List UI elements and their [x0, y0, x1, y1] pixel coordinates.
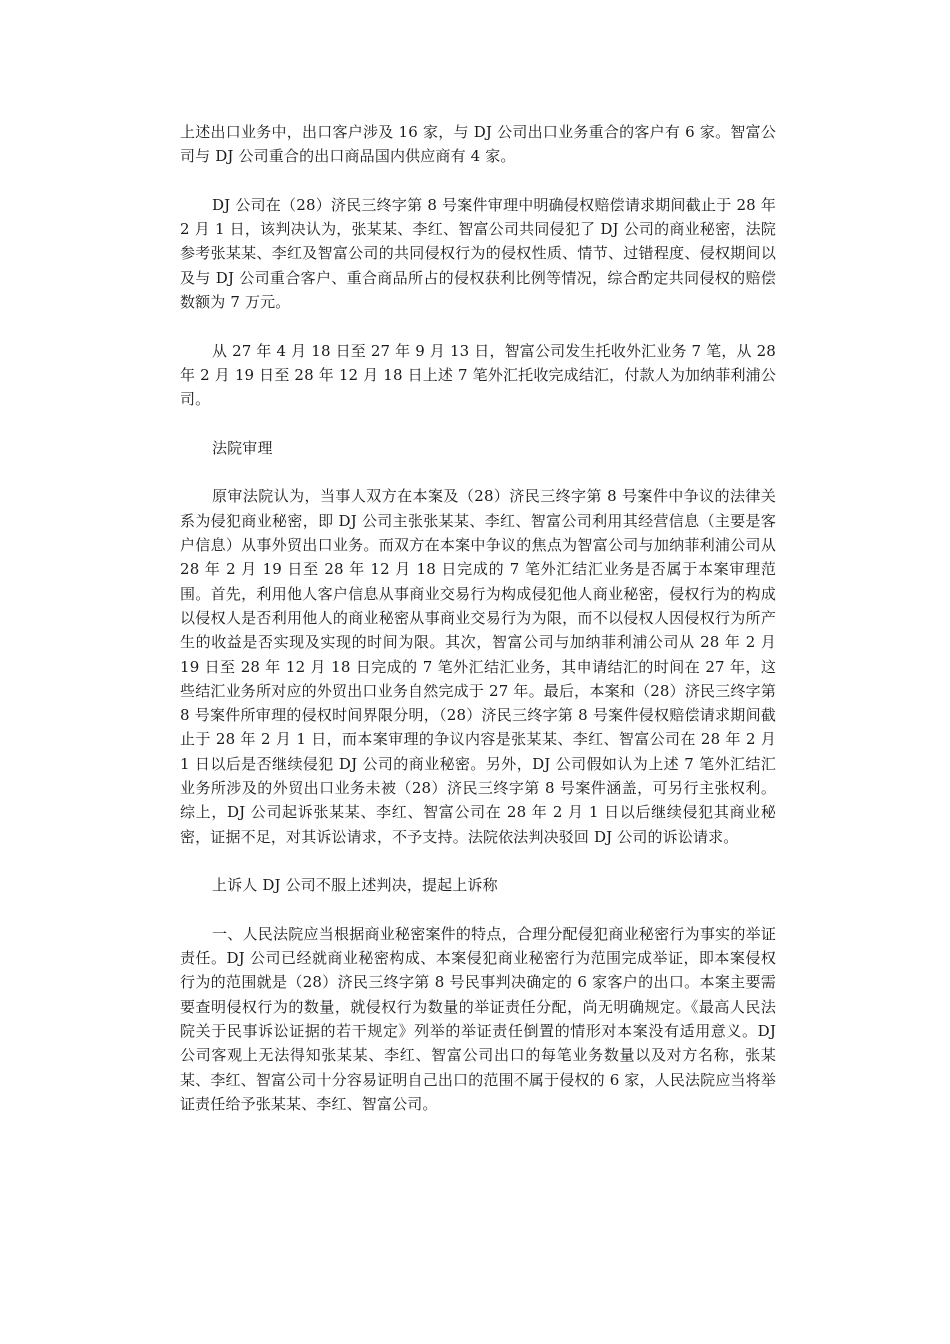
paragraph-export-customers: 上述出口业务中，出口客户涉及 16 家，与 DJ 公司出口业务重合的客户有 6 家。智富公司与 DJ 公司重合的出口商品国内供应商有 4 家。 — [180, 123, 776, 166]
paragraph-collection-business: 从 27 年 4 月 18 日至 27 年 9 月 13 日，智富公司发生托收外汇业务 7 笔，从 28 年 2 月 19 日至 28 年 12 月 18 日上述 7 笔外汇托收完成结汇，付款人为加纳菲利浦公司。 — [180, 341, 776, 409]
paragraph-prior-judgment: DJ 公司在（28）济民三终字第 8 号案件审理中明确侵权赔偿请求期间截止于 28 年 2 月 1 日，该判决认为，张某某、李红、智富公司共同侵犯了 DJ 公司的商业秘密，法院参考张某某、李红及智富公司的共同侵权行为的侵权性质、情节、过错程度、侵权期间以及与 DJ 公司重合客户、重合商品所占的侵权获利比例等情况，综合酌定共同侵权的赔偿数额为 7 万元。 — [180, 195, 776, 312]
paragraph-original-court-opinion: 原审法院认为，当事人双方在本案及（28）济民三终字第 8 号案件中争议的法律关系为侵犯商业秘密，即 DJ 公司主张张某某、李红、智富公司利用其经营信息（主要是客户信息）从事外贸出口业务。而双方在本案中争议的焦点为智富公司与加纳菲利浦公司从 28 年 2 月 19 日至 28 年 12 月 18 日完成的 7 笔外汇结汇业务是否属于本案审理范围。首先，利用他人客户信息从事商业交易行为构成侵犯他人商业秘密，侵权行为的构成以侵权人是否利用他人的商业秘密从事商业交易行为为限，而不以侵权人因侵权行为所产生的收益是否实现及实现的时间为限。其次，智富公司与加纳菲利浦公司从 28 年 2 月 19 日至 28 年 12 月 18 日完成的 7 笔外汇结汇业务，其申请结汇的时间在 27 年，这些结汇业务所对应的外贸出口业务自然完成于 27 年。最后，本案和（28）济民三终字第 8 号案件所审理的侵权时间界限分明，（28）济民三终字第 8 号案件侵权赔偿请求期间截止于 28 年 2 月 1 日，而本案审理的争议内容是张某某、李红、智富公司在 28 年 2 月 1 日以后是否继续侵犯 DJ 公司的商业秘密。另外，DJ 公司假如认为上述 7 笔外汇结汇业务所涉及的外贸出口业务未被（28）济民三终字第 8 号案件涵盖，可另行主张权利。综上，DJ 公司起诉张某某、李红、智富公司在 28 年 2 月 1 日以后继续侵犯其商业秘密，证据不足，对其诉讼请求，不予支持。法院依法判决驳回 DJ 公司的诉讼请求。 — [180, 487, 776, 846]
section-heading-appeal: 上诉人 DJ 公司不服上述判决，提起上诉称 — [212, 876, 498, 895]
section-heading-court-trial: 法院审理 — [212, 438, 273, 457]
paragraph-appeal-point-one: 一、人民法院应当根据商业秘密案件的特点，合理分配侵犯商业秘密行为事实的举证责任。DJ 公司已经就商业秘密构成、本案侵犯商业秘密行为范围完成举证，即本案侵权行为的范围就是（28）济民三终字第 8 号民事判决确定的 6 家客户的出口。本案主要需要查明侵权行为的数量，就侵权行为数量的举证责任分配，尚无明确规定。《最高人民法院关于民事诉讼证据的若干规定》列举的举证责任倒置的情形对本案没有适用意义。DJ 公司客观上无法得知张某某、李红、智富公司出口的每笔业务数量以及对方名称，张某某、李红、智富公司十分容易证明自己出口的范围不属于侵权的 6 家，人民法院应当将举证责任给予张某某、李红、智富公司。 — [180, 924, 776, 1113]
document-page — [180, 120, 776, 1140]
